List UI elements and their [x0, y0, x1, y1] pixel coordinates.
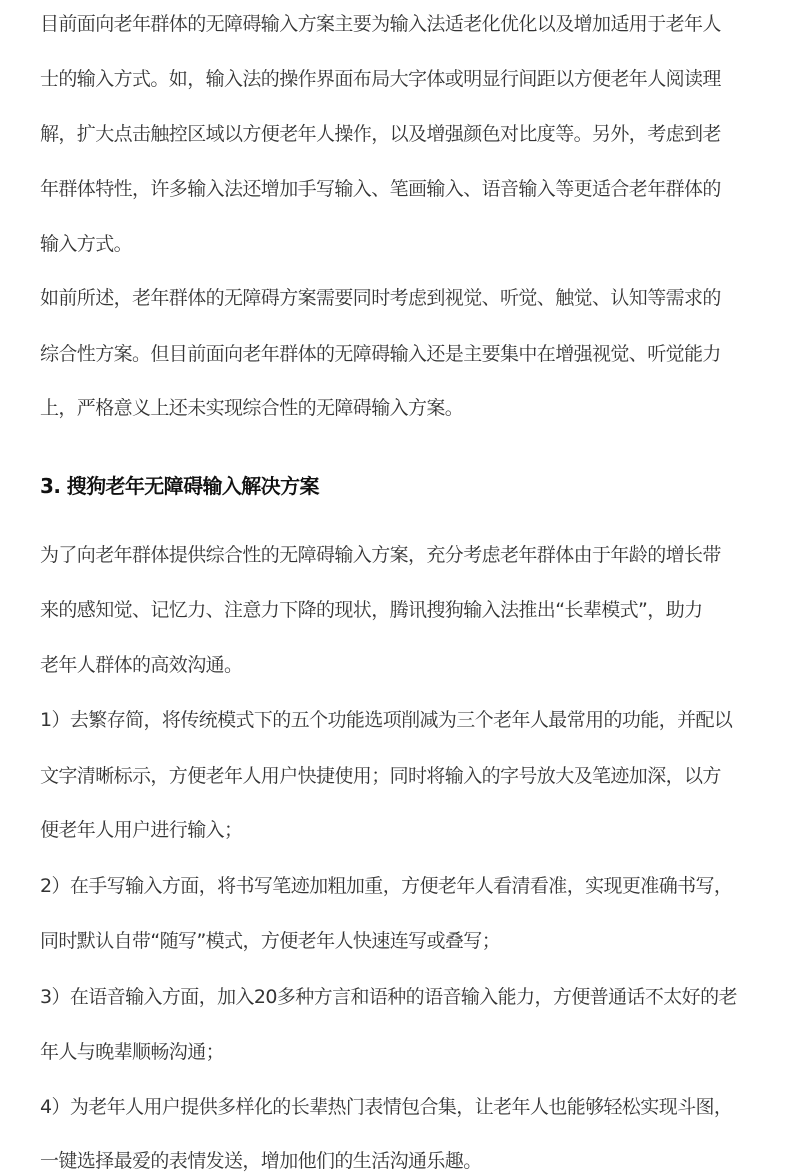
item-1-line-1: 1）去繁存简，将传统模式下的五个功能选项削减为三个老年人最常用的功能，并配以: [40, 709, 733, 731]
paragraph-2-line-1: 如前所述，老年群体的无障碍方案需要同时考虑到视觉、听觉、触觉、认知等需求的: [40, 287, 721, 309]
item-4-line-1: 4）为老年人用户提供多样化的长辈热门表情包合集，让老年人也能够轻松实现斗图，: [40, 1096, 733, 1118]
paragraph-2-line-3: 上，严格意义上还未实现综合性的无障碍输入方案。: [40, 397, 464, 419]
paragraph-1-line-1: 目前面向老年群体的无障碍输入方案主要为输入法适老化优化以及增加适用于老年人: [40, 13, 721, 35]
item-1-line-2: 文字清晰标示，方便老年人用户快捷使用；同时将输入的字号放大及笔迹加深，以方: [40, 765, 721, 787]
item-2-line-2: 同时默认自带“随写”模式，方便老年人快速连写或叠写；: [40, 930, 501, 952]
paragraph-3-line-2: 来的感知觉、记忆力、注意力下降的现状，腾讯搜狗输入法推出“长辈模式”，助力: [40, 599, 703, 621]
item-1-line-3: 便老年人用户进行输入；: [40, 819, 243, 841]
paragraph-1-line-5: 输入方式。: [40, 233, 133, 255]
paragraph-2-line-2: 综合性方案。但目前面向老年群体的无障碍输入还是主要集中在增强视觉、听觉能力: [40, 343, 721, 365]
paragraph-1-line-2: 士的输入方式。如，输入法的操作界面布局大字体或明显行间距以方便老年人阅读理: [40, 68, 721, 90]
item-4-line-2: 一键选择最爱的表情发送，增加他们的生活沟通乐趣。: [40, 1150, 482, 1172]
item-3-line-1: 3）在语音输入方面，加入20多种方言和语种的语音输入能力，方便普通话不太好的老: [40, 986, 737, 1008]
paragraph-3-line-1: 为了向老年群体提供综合性的无障碍输入方案，充分考虑老年群体由于年龄的增长带: [40, 544, 721, 566]
section-heading: 3. 搜狗老年无障碍输入解决方案: [40, 474, 319, 498]
item-3-line-2: 年人与晚辈顺畅沟通；: [40, 1041, 225, 1063]
paragraph-1-line-3: 解，扩大点击触控区域以方便老年人操作，以及增强颜色对比度等。另外，考虑到老: [40, 123, 721, 145]
item-2-line-1: 2）在手写输入方面，将书写笔迹加粗加重，方便老年人看清看准，实现更准确书写，: [40, 875, 733, 897]
paragraph-1-line-4: 年群体特性，许多输入法还增加手写输入、笔画输入、语音输入等更适合老年群体的: [40, 178, 721, 200]
paragraph-3-line-3: 老年人群体的高效沟通。: [40, 654, 243, 676]
